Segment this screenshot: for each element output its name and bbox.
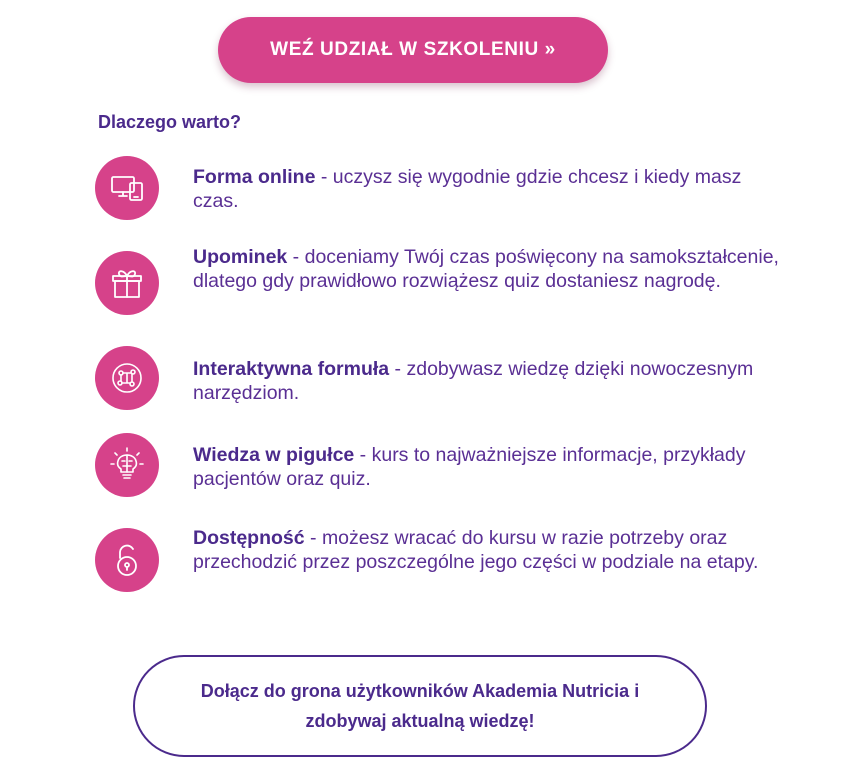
brain-bulb-icon xyxy=(95,433,159,497)
section-heading: Dlaczego warto? xyxy=(98,112,242,132)
feature-text: Dostępność - możesz wracać do kursu w razie potrzeby oraz przechodzić przez poszczególne jego części w podziale na etapy. xyxy=(193,527,759,573)
feature-text: Interaktywna formuła - zdobywasz wiedzę dzięki nowoczesnym narzędziom. xyxy=(193,358,754,404)
join-banner[interactable] xyxy=(133,655,707,757)
devices-icon xyxy=(95,156,159,220)
unlocked-padlock-icon xyxy=(95,528,159,592)
join-training-button[interactable]: WEŹ UDZIAŁ W SZKOLENIU » xyxy=(218,17,608,83)
join-text: Dołącz do grona użytkowników Akademia Nutricia i zdobywaj aktualną wiedzę! xyxy=(200,681,640,731)
circuit-brain-icon xyxy=(95,346,159,410)
feature-text: Wiedza w pigułce - kurs to najważniejsze informacje, przykłady pacjentów oraz quiz. xyxy=(193,444,746,490)
gift-icon xyxy=(95,251,159,315)
feature-text: Forma online - uczysz się wygodnie gdzie chcesz i kiedy masz czas. xyxy=(193,166,742,212)
feature-text: Upominek - doceniamy Twój czas poświęcony na samokształcenie, dlatego gdy prawidłowo rozwiążesz quiz dostaniesz nagrodę. xyxy=(193,246,779,292)
